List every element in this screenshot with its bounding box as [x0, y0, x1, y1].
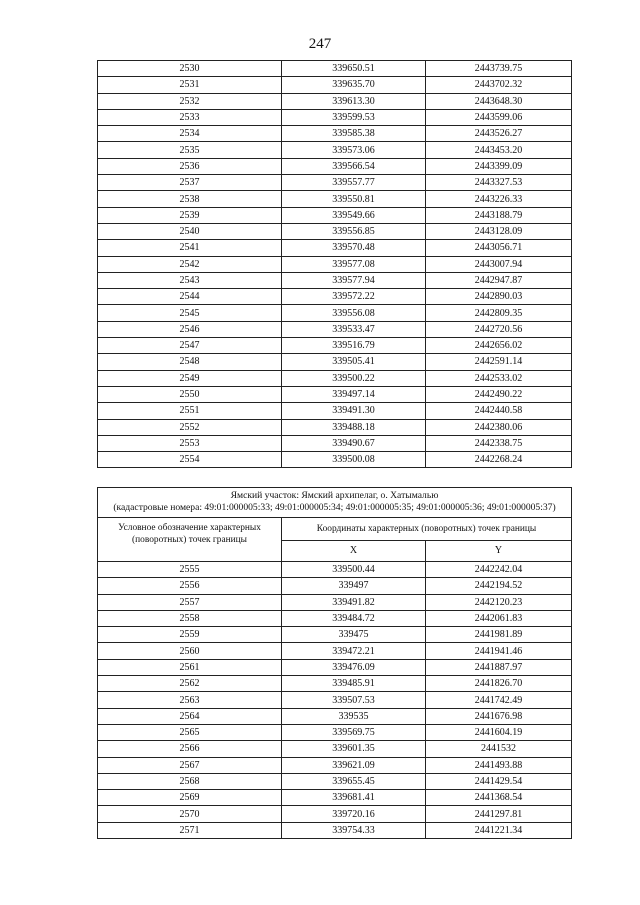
- point-number: 2560: [98, 643, 282, 659]
- coord-x: 339585.38: [282, 126, 426, 142]
- coord-x: 339490.67: [282, 435, 426, 451]
- coord-y: 2443128.09: [426, 223, 572, 239]
- coord-x: 339485.91: [282, 676, 426, 692]
- point-number: 2555: [98, 562, 282, 578]
- table-row: [98, 158, 572, 174]
- coord-x: 339500.22: [282, 370, 426, 386]
- coord-x: 339533.47: [282, 321, 426, 337]
- coord-y: 2441941.46: [426, 643, 572, 659]
- page-number: 247: [308, 36, 332, 52]
- point-number: 2531: [98, 77, 282, 93]
- table-row: [98, 142, 572, 158]
- coord-x: 339570.48: [282, 240, 426, 256]
- table-row: [98, 724, 572, 740]
- point-number: 2553: [98, 435, 282, 451]
- point-number: 2566: [98, 741, 282, 757]
- point-number: 2532: [98, 93, 282, 109]
- coord-x: 339497.14: [282, 386, 426, 402]
- point-number: 2537: [98, 175, 282, 191]
- coord-x: 339754.33: [282, 822, 426, 838]
- point-number: 2543: [98, 272, 282, 288]
- point-number: 2541: [98, 240, 282, 256]
- coord-x: 339572.22: [282, 289, 426, 305]
- table-row: [98, 627, 572, 643]
- point-number: 2545: [98, 305, 282, 321]
- table-row: [98, 223, 572, 239]
- coord-y: 2442656.02: [426, 338, 572, 354]
- coord-x: 339475: [282, 627, 426, 643]
- coord-x: 339621.09: [282, 757, 426, 773]
- coord-y: 2442947.87: [426, 272, 572, 288]
- coord-y: 2441532: [426, 741, 572, 757]
- coord-y: 2441742.49: [426, 692, 572, 708]
- coord-x: 339556.85: [282, 223, 426, 239]
- table-row: [98, 207, 572, 223]
- coord-x: 339557.77: [282, 175, 426, 191]
- table-top-body: [98, 61, 572, 468]
- coord-x: 339500.08: [282, 452, 426, 468]
- coord-x: 339613.30: [282, 93, 426, 109]
- table-row: [98, 676, 572, 692]
- table-row: [98, 790, 572, 806]
- table-row: [98, 610, 572, 626]
- table-row: [98, 240, 572, 256]
- point-number: 2554: [98, 452, 282, 468]
- coord-x: 339472.21: [282, 643, 426, 659]
- table-row: [98, 773, 572, 789]
- table-row: [98, 822, 572, 838]
- coord-y: 2443599.06: [426, 109, 572, 125]
- coord-x: 339655.45: [282, 773, 426, 789]
- table-row: [98, 708, 572, 724]
- coord-y: 2441826.70: [426, 676, 572, 692]
- coord-y: 2442194.52: [426, 578, 572, 594]
- table-row: [98, 741, 572, 757]
- table-row: [98, 191, 572, 207]
- coord-y: 2443056.71: [426, 240, 572, 256]
- table-row: [98, 61, 572, 77]
- coord-x: 339484.72: [282, 610, 426, 626]
- point-number: 2544: [98, 289, 282, 305]
- table-row: [98, 403, 572, 419]
- point-number: 2568: [98, 773, 282, 789]
- coord-y: 2441493.88: [426, 757, 572, 773]
- table-row: [98, 643, 572, 659]
- table-row: [98, 386, 572, 402]
- table-bottom-body: [98, 562, 572, 839]
- table-row: [98, 321, 572, 337]
- table-row: [98, 126, 572, 142]
- section-title-line2: (кадастровые номера: 49:01:000005:33; 49:01:000005:34; 49:01:000005:35; 49:01:000005:36; 49:01:000005:37): [113, 502, 556, 513]
- coordinates-table-yamsky: [97, 487, 572, 839]
- coord-x: 339635.70: [282, 77, 426, 93]
- point-number: 2546: [98, 321, 282, 337]
- coord-x: 339599.53: [282, 109, 426, 125]
- header-y: Y: [426, 541, 572, 562]
- table-row: [98, 338, 572, 354]
- coord-y: 2442242.04: [426, 562, 572, 578]
- coord-x: 339500.44: [282, 562, 426, 578]
- coord-y: 2441887.97: [426, 659, 572, 675]
- point-number: 2552: [98, 419, 282, 435]
- point-number: 2550: [98, 386, 282, 402]
- table-row: [98, 256, 572, 272]
- table-row: [98, 419, 572, 435]
- coord-y: 2442380.06: [426, 419, 572, 435]
- coord-y: 2442591.14: [426, 354, 572, 370]
- point-number: 2558: [98, 610, 282, 626]
- coord-x: 339681.41: [282, 790, 426, 806]
- coord-x: 339491.30: [282, 403, 426, 419]
- coord-x: 339491.82: [282, 594, 426, 610]
- point-number: 2534: [98, 126, 282, 142]
- coord-y: 2443453.20: [426, 142, 572, 158]
- coord-y: 2441981.89: [426, 627, 572, 643]
- point-number: 2564: [98, 708, 282, 724]
- point-number: 2571: [98, 822, 282, 838]
- header-x: X: [282, 541, 426, 562]
- coord-y: 2443226.33: [426, 191, 572, 207]
- point-number: 2538: [98, 191, 282, 207]
- table-row: [98, 289, 572, 305]
- table-row: [98, 354, 572, 370]
- table-row: [98, 659, 572, 675]
- coord-x: 339577.08: [282, 256, 426, 272]
- coord-x: 339505.41: [282, 354, 426, 370]
- table-row: [98, 757, 572, 773]
- point-number: 2536: [98, 158, 282, 174]
- table-row: [98, 578, 572, 594]
- table-row: [98, 594, 572, 610]
- coord-x: 339577.94: [282, 272, 426, 288]
- coord-x: 339566.54: [282, 158, 426, 174]
- coord-x: 339497: [282, 578, 426, 594]
- coord-x: 339720.16: [282, 806, 426, 822]
- point-number: 2548: [98, 354, 282, 370]
- point-number: 2563: [98, 692, 282, 708]
- coord-x: 339650.51: [282, 61, 426, 77]
- coord-y: 2442061.83: [426, 610, 572, 626]
- coord-y: 2442338.75: [426, 435, 572, 451]
- header-coordinates: Координаты характерных (поворотных) точек границы: [282, 518, 572, 541]
- table-row: [98, 562, 572, 578]
- point-number: 2562: [98, 676, 282, 692]
- header-point-label: Условное обозначение характерных (поворотных) точек границы: [98, 518, 282, 562]
- coord-x: 339535: [282, 708, 426, 724]
- coord-y: 2443188.79: [426, 207, 572, 223]
- point-number: 2551: [98, 403, 282, 419]
- point-number: 2561: [98, 659, 282, 675]
- section-title: [98, 488, 572, 518]
- coord-x: 339476.09: [282, 659, 426, 675]
- point-number: 2533: [98, 109, 282, 125]
- point-number: 2565: [98, 724, 282, 740]
- point-number: 2535: [98, 142, 282, 158]
- coord-y: 2442490.22: [426, 386, 572, 402]
- table-row: [98, 93, 572, 109]
- coord-y: 2442120.23: [426, 594, 572, 610]
- coord-y: 2441221.34: [426, 822, 572, 838]
- coord-x: 339569.75: [282, 724, 426, 740]
- coord-y: 2442533.02: [426, 370, 572, 386]
- point-number: 2547: [98, 338, 282, 354]
- coord-y: 2442268.24: [426, 452, 572, 468]
- table-row: [98, 692, 572, 708]
- point-number: 2557: [98, 594, 282, 610]
- table-row: [98, 370, 572, 386]
- point-number: 2559: [98, 627, 282, 643]
- coord-y: 2443526.27: [426, 126, 572, 142]
- table-row: [98, 175, 572, 191]
- coord-x: 339601.35: [282, 741, 426, 757]
- coord-y: 2443399.09: [426, 158, 572, 174]
- coord-x: 339516.79: [282, 338, 426, 354]
- coord-x: 339549.66: [282, 207, 426, 223]
- point-number: 2567: [98, 757, 282, 773]
- coord-y: 2442890.03: [426, 289, 572, 305]
- coord-y: 2443739.75: [426, 61, 572, 77]
- coord-y: 2441297.81: [426, 806, 572, 822]
- coord-x: 339507.53: [282, 692, 426, 708]
- coord-y: 2441676.98: [426, 708, 572, 724]
- coord-y: 2443007.94: [426, 256, 572, 272]
- coord-y: 2441368.54: [426, 790, 572, 806]
- point-number: 2570: [98, 806, 282, 822]
- section-title-line1: Ямский участок: Ямский архипелаг, о. Хатымалью: [230, 490, 439, 501]
- table-row: [98, 272, 572, 288]
- table-row: [98, 435, 572, 451]
- table-row: [98, 452, 572, 468]
- coord-y: 2443327.53: [426, 175, 572, 191]
- point-number: 2549: [98, 370, 282, 386]
- point-number: 2539: [98, 207, 282, 223]
- table-row: [98, 305, 572, 321]
- coord-x: 339550.81: [282, 191, 426, 207]
- table-row: [98, 806, 572, 822]
- coord-y: 2442809.35: [426, 305, 572, 321]
- coord-y: 2442440.58: [426, 403, 572, 419]
- table-row: [98, 77, 572, 93]
- coord-x: 339488.18: [282, 419, 426, 435]
- point-number: 2556: [98, 578, 282, 594]
- coordinates-table-continued: [97, 60, 572, 468]
- coord-y: 2441429.54: [426, 773, 572, 789]
- coord-y: 2443702.32: [426, 77, 572, 93]
- coord-x: 339556.08: [282, 305, 426, 321]
- point-number: 2540: [98, 223, 282, 239]
- coord-y: 2441604.19: [426, 724, 572, 740]
- coord-y: 2443648.30: [426, 93, 572, 109]
- coord-y: 2442720.56: [426, 321, 572, 337]
- point-number: 2542: [98, 256, 282, 272]
- point-number: 2530: [98, 61, 282, 77]
- table-row: [98, 109, 572, 125]
- coord-x: 339573.06: [282, 142, 426, 158]
- point-number: 2569: [98, 790, 282, 806]
